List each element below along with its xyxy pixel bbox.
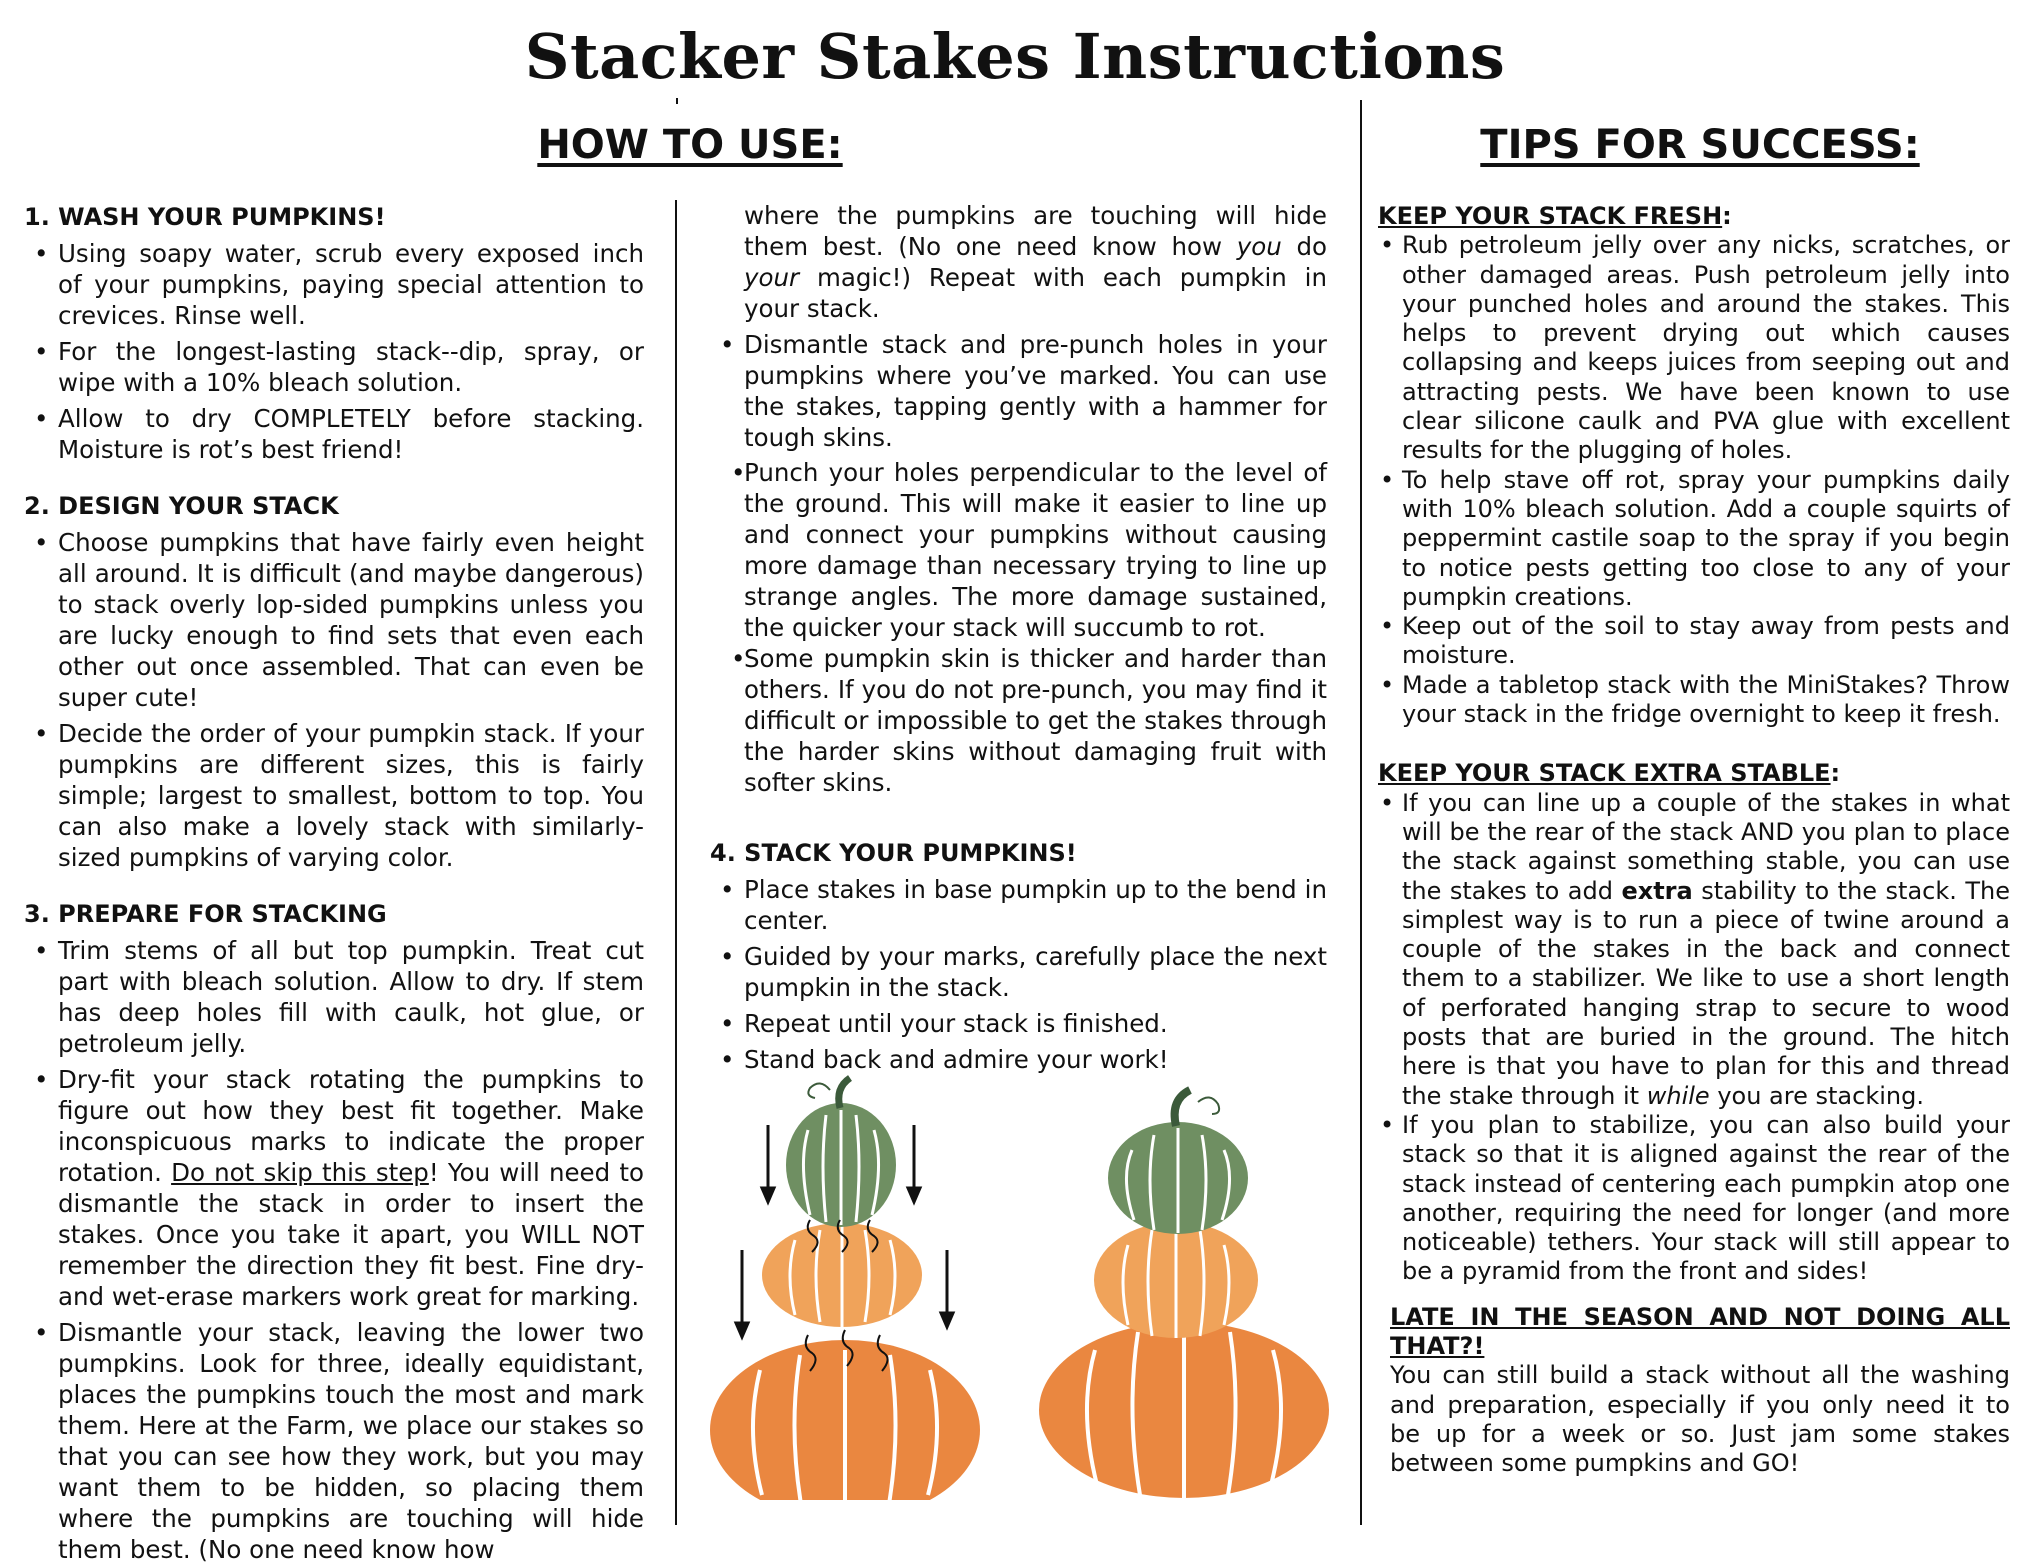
list-item: • Stand back and admire your work! — [710, 1044, 1327, 1075]
item-text: do — [1296, 232, 1327, 261]
divider-tick — [676, 98, 678, 104]
sub-list-item: • Some pumpkin skin is thicker and harder than others. If you do not pre-punch, you may find it difficult or impossible to get the stakes through the harder skins without damaging fruit with softer skins. — [721, 643, 1327, 798]
stable-title: KEEP YOUR STACK EXTRA STABLE — [1378, 759, 1831, 788]
colon: : — [1722, 202, 1732, 230]
colon: : — [1830, 759, 1841, 788]
list-item — [1378, 789, 2010, 1111]
assembled-middle-pumpkin — [1094, 1222, 1258, 1338]
list-item: • Made a tabletop stack with the MiniStakes? Throw your stack in the fridge overnight to keep it fresh. — [1378, 671, 2010, 730]
list-item: • Allow to dry COMPLETELY before stacking. Moisture is rot’s best friend! — [24, 403, 644, 465]
step2-title: 2. DESIGN YOUR STACK — [24, 492, 339, 520]
tips-heading: TIPS FOR SUCCESS: — [1480, 122, 1920, 168]
how-to-use-heading: HOW TO USE: — [537, 122, 843, 168]
bottom-pumpkin — [710, 1340, 980, 1500]
list-item — [24, 1317, 644, 1565]
item-text: Dismantle your stack, leaving the lower two pumpkins. Look for three, ideally equidistant, places the pumpkins touch the most and mark them. Here at the Farm, we place our stakes so that you can see how they work, but you may want them to be hidden, so placing them where the pumpkins are touching will hide them best. (No one need know how — [58, 1318, 644, 1564]
step4-title: 4. STACK YOUR PUMPKINS! — [710, 839, 1077, 867]
step2-list — [24, 527, 644, 873]
step3-sublist — [721, 457, 1327, 798]
late-season-block — [1378, 1303, 2010, 1479]
italic-word: while — [1646, 1081, 1710, 1110]
step3-title: 3. PREPARE FOR STACKING — [24, 900, 387, 928]
stable-list — [1378, 789, 2010, 1287]
column-right — [1378, 202, 2010, 1478]
item-text: ! You will need to dismantle the stack in order to insert the stakes. Once you take it apart, you WILL NOT remember the direction they fit best. Fine dry- and wet-erase markers work great for marking. — [58, 1158, 644, 1311]
column-divider-1 — [675, 200, 677, 1525]
exploded-stack — [710, 1078, 980, 1500]
assembled-bottom-pumpkin — [1039, 1322, 1329, 1498]
step1-list — [24, 238, 644, 465]
item-continuation — [710, 200, 1327, 324]
column-middle — [710, 200, 1327, 1075]
stable-heading — [1378, 759, 2010, 788]
step3-list — [24, 935, 644, 1565]
list-item: • Decide the order of your pumpkin stack. If your pumpkins are different sizes, this is fairly simple; largest to smallest, bottom to top. You can also make a lovely stack with similarly-sized pumpkins of varying color. — [24, 718, 644, 873]
assembled-stack — [1039, 1090, 1329, 1498]
underlined-warning: Do not skip this step — [171, 1158, 429, 1187]
step4-list — [710, 874, 1327, 1075]
top-pumpkin — [786, 1078, 896, 1227]
assembled-top-pumpkin — [1108, 1090, 1248, 1234]
late-text: You can still build a stack without all the washing and preparation, especially if you only need it to be up for a week or so. Just jam some stakes between some pumpkins and GO! — [1390, 1361, 2010, 1478]
item-text: stability to the stack. The simplest way is to run a piece of twine around a couple of the stakes in the back and connect them to a stabilizer. We like to use a short length of perforated hanging strap to secure to wood posts that are buried in the ground. The hitch here is that you have to plan for this and thread the stake through it — [1402, 876, 2010, 1110]
step1-title: 1. WASH YOUR PUMPKINS! — [24, 203, 386, 231]
list-item: • Repeat until your stack is finished. — [710, 1008, 1327, 1039]
bold-word: extra — [1621, 876, 1693, 905]
list-item: • Keep out of the soil to stay away from pests and moisture. — [1378, 612, 2010, 671]
pumpkin-stacks-illustration — [700, 1070, 1350, 1500]
column-divider-2 — [1360, 100, 1362, 1525]
list-item: • To help stave off rot, spray your pumpkins daily with 10% bleach solution. Add a couple squirts of peppermint castile soap to the spray if you begin to notice pests getting too close to any of your pumpkin creations. — [1378, 466, 2010, 612]
fresh-title: KEEP YOUR STACK FRESH — [1378, 202, 1723, 230]
item-text: magic!) Repeat with each pumpkin in your stack. — [744, 263, 1327, 323]
list-item: • Rub petroleum jelly over any nicks, scratches, or other damaged areas. Push petroleum jelly into your punched holes and around the stakes. This helps to prevent drying out which causes collapsing and keeps juices from seeping out and attracting pests. We have been known to use clear silicone caulk and PVA glue with excellent results for the plugging of holes. — [1378, 231, 2010, 465]
fresh-list — [1378, 231, 2010, 729]
late-title: LATE IN THE SEASON AND NOT DOING ALL THAT?! — [1390, 1302, 2010, 1360]
list-item: • For the longest-lasting stack--dip, spray, or wipe with a 10% bleach solution. — [24, 336, 644, 398]
column-left — [24, 202, 644, 1565]
item-text: Dry-fit your stack rotating the pumpkins to figure out how they best fit together. Make inconspicuous marks to indicate the proper rotation. — [58, 1065, 644, 1187]
italic-word: your — [744, 263, 800, 292]
list-item: • Guided by your marks, carefully place the next pumpkin in the stack. — [710, 941, 1327, 1003]
middle-pumpkin — [762, 1223, 922, 1327]
item-text: If you can line up a couple of the stakes in what will be the rear of the stack AND you plan to place the stack against something stable, you can use the stakes to add — [1402, 788, 2010, 905]
step3-list-continued — [710, 329, 1327, 453]
list-item: • Using soapy water, scrub every exposed inch of your pumpkins, paying special attention to crevices. Rinse well. — [24, 238, 644, 331]
continued-text: where the pumpkins are touching will hide them best. (No one need know how — [744, 201, 1327, 261]
list-item: • Trim stems of all but top pumpkin. Treat cut part with bleach solution. Allow to dry. If stem has deep holes fill with caulk, hot glue, or petroleum jelly. — [24, 935, 644, 1059]
list-item: • If you plan to stabilize, you can also build your stack so that it is aligned against the rear of the stack instead of centering each pumpkin atop one another, requiring the need for longer (and more noticeable) tethers. Your stack will still appear to be a pyramid from the front and sides! — [1378, 1111, 2010, 1287]
item-text: you are stacking. — [1717, 1081, 1924, 1110]
list-item: • Dismantle stack and pre-punch holes in your pumpkins where you’ve marked. You can use the stakes, tapping gently with a hammer for tough skins. — [710, 329, 1327, 453]
list-item: • Choose pumpkins that have fairly even height all around. It is difficult (and maybe dangerous) to stack overly lop-sided pumpkins unless you are lucky enough to find sets that even each other out once assembled. That can even be super cute! — [24, 527, 644, 713]
fresh-heading — [1378, 202, 2010, 231]
list-item — [24, 1064, 644, 1312]
list-item: • Place stakes in base pumpkin up to the bend in center. — [710, 874, 1327, 936]
page-title: Stacker Stakes Instructions — [524, 20, 1506, 93]
italic-word: you — [1236, 232, 1282, 261]
sub-list-item: • Punch your holes perpendicular to the level of the ground. This will make it easier to line up and connect your pumpkins without causing more damage than necessary trying to line up strange angles. The more damage sustained, the quicker your stack will succumb to rot. — [721, 457, 1327, 643]
